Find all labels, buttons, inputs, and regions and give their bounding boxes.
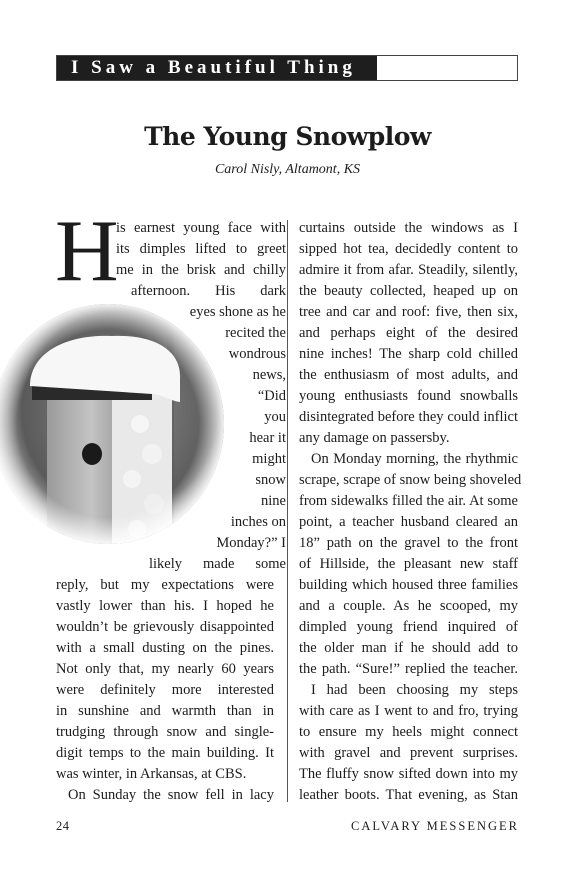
birdhouse-snow-photo xyxy=(0,304,224,544)
text-line: inches on xyxy=(230,514,286,530)
text-line: scrape, scrape of snow being shoveled xyxy=(299,472,522,488)
text-line: nine inches! The sharp cold chilled xyxy=(299,346,518,362)
text-line: wouldn’t be grievously disappointed xyxy=(56,619,274,635)
text-line: to ensure my heels might connect xyxy=(299,724,518,740)
section-banner-label: I Saw a Beautiful Thing xyxy=(57,56,377,80)
text-line: with gravel and prevent surprises. xyxy=(299,745,518,761)
text-line: dimpled young friend inquired of xyxy=(299,619,518,635)
text-line: the enthusiasm of most adults, and xyxy=(299,367,518,383)
text-line: the older man if he should add to xyxy=(299,640,518,656)
text-line: admire it from afar. Steadily, silently, xyxy=(299,262,518,278)
text-line: likely made some xyxy=(149,556,286,572)
text-line: digit temps to the main building. It xyxy=(56,745,274,761)
text-line: and a couple. As he scooped, my xyxy=(299,598,518,614)
text-line: afternoon. His dark xyxy=(131,283,286,299)
text-line: me in the brisk and chilly xyxy=(116,262,286,278)
text-line: and perhaps eight of the desired xyxy=(299,325,518,341)
text-line: Not only that, my nearly 60 years xyxy=(56,661,274,677)
text-line: point, a teacher husband cleared an xyxy=(299,514,518,530)
text-line: of Hillside, the pleasant new staff xyxy=(299,556,518,572)
text-line: might xyxy=(252,451,286,467)
text-line: 18” path on the gravel to the front xyxy=(299,535,518,551)
text-line: eyes shone as he xyxy=(189,304,286,320)
text-line: “Did xyxy=(257,388,286,404)
text-line: young enthusiasts found snowballs xyxy=(299,388,518,404)
text-line: The fluffy snow sifted down into my xyxy=(299,766,518,782)
text-line: the path. “Sure!” replied the teacher. xyxy=(299,661,518,677)
section-banner xyxy=(56,55,518,81)
text-line: with a small dusting on the pines. xyxy=(56,640,274,656)
article-byline: Carol Nisly, Altamont, KS xyxy=(214,162,361,177)
text-line: is earnest young face with xyxy=(116,220,286,236)
text-line: nine xyxy=(261,493,286,509)
text-line: leather boots. That evening, as Stan xyxy=(299,787,518,803)
text-line: any damage on passersby. xyxy=(299,430,450,446)
text-line: wondrous xyxy=(228,346,286,362)
article-title: The Young Snowplow xyxy=(144,122,431,151)
text-line: were definitely more interested xyxy=(56,682,274,698)
text-line: curtains outside the windows as I xyxy=(299,220,518,236)
text-line: vastly lower than his. I hoped he xyxy=(56,598,274,614)
text-line: the beauty collected, heaped up on xyxy=(299,283,518,299)
text-line: its dimples lifted to greet xyxy=(116,241,286,257)
text-line: reply, but my expectations were xyxy=(56,577,274,593)
text-line: On Sunday the snow fell in lacy xyxy=(68,787,274,803)
drop-cap: H xyxy=(55,203,119,300)
birdhouse-illustration xyxy=(0,304,224,544)
text-line: Monday?” I xyxy=(216,535,286,551)
text-line: trudging through snow and single- xyxy=(56,724,274,740)
page-number: 24 xyxy=(56,819,70,833)
text-line: with care as I went to and fro, trying xyxy=(299,703,518,719)
text-line: in sunshine and warmth than in xyxy=(56,703,274,719)
text-line: sipped hot tea, decidedly content to xyxy=(299,241,518,257)
text-line: hear it xyxy=(249,430,286,446)
text-line: snow xyxy=(255,472,286,488)
text-line: from sidewalks filled the air. At some xyxy=(299,493,518,509)
text-line: you xyxy=(264,409,286,425)
text-line: tree and car and roof: five, then six, xyxy=(299,304,518,320)
text-line: was winter, in Arkansas, at CBS. xyxy=(56,766,247,782)
text-line: recited the xyxy=(225,325,286,341)
text-line: disintegrated before they could inflict xyxy=(299,409,518,425)
text-line: On Monday morning, the rhythmic xyxy=(311,451,518,467)
text-line: news, xyxy=(252,367,286,383)
text-line: I had been choosing my steps xyxy=(311,682,518,698)
column-divider xyxy=(287,220,288,802)
text-line: building which housed three families xyxy=(299,577,518,593)
publication-name: CALVARY MESSENGER xyxy=(351,819,519,833)
